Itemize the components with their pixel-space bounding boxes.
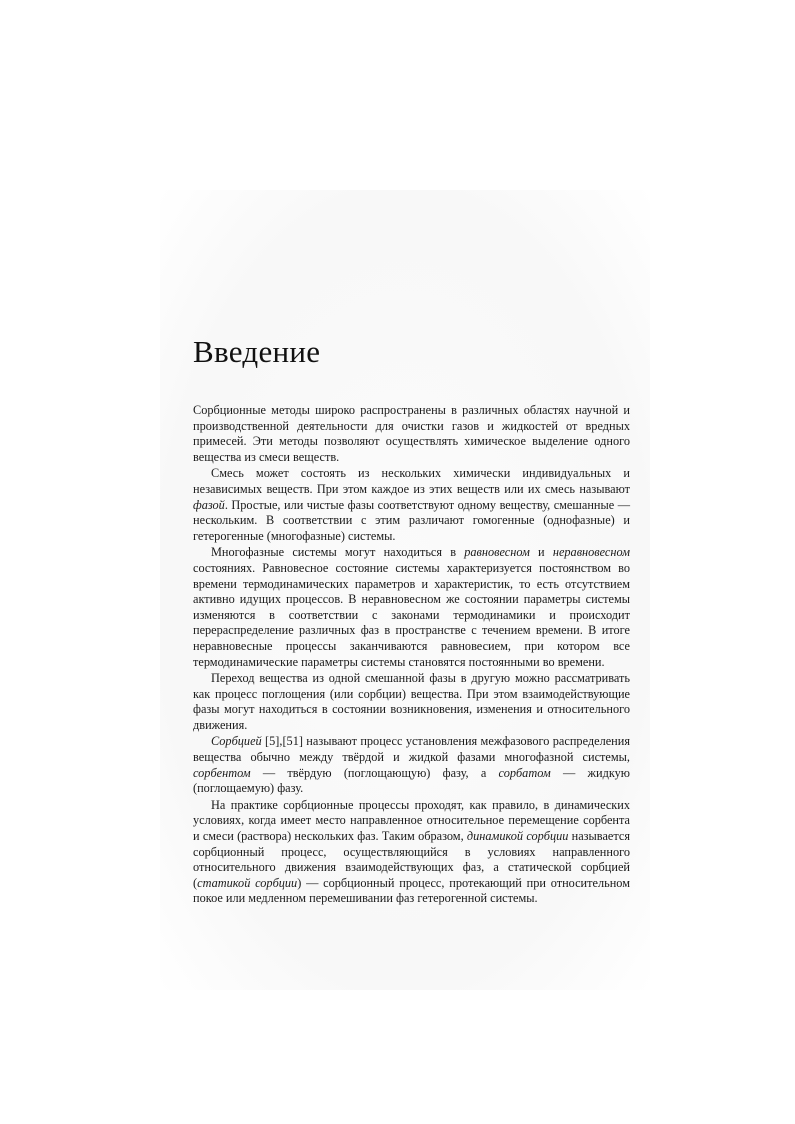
paragraph-3 <box>193 545 630 670</box>
paragraph-1-segment-1: Сорбционные методы широко распространены в различных областях научной и производственной деятельности для очистки газов и жидкостей от вредных примесей. Эти методы позволяют осуществлять химическое выделение одного вещества из смеси веществ. <box>193 403 630 464</box>
paragraph-3-segment-1: Многофазные системы могут находиться в <box>211 545 465 560</box>
paragraph-6-segment-2: динамикой сорбции <box>466 829 569 844</box>
paragraph-3-segment-4: неравновесном <box>552 545 631 560</box>
paragraph-3-segment-3: и <box>529 545 553 560</box>
paragraph-4 <box>193 671 630 733</box>
paragraph-2 <box>193 466 630 544</box>
paragraph-2-segment-1: Смесь может состоять из нескольких химически индивидуальных и независимых веществ. При этом каждое из этих веществ или их смесь называют <box>193 466 630 496</box>
paragraph-5-segment-4: — твёрдую (поглощающую) фазу, а <box>250 765 499 780</box>
body-text <box>193 403 630 908</box>
paragraph-1 <box>193 403 630 465</box>
paragraph-5-segment-6: — жидкую (поглощаемую) фазу. <box>193 765 630 796</box>
paragraph-2-segment-2: фазой <box>193 497 225 512</box>
paragraph-6-segment-4: статикой сорбции <box>197 875 298 890</box>
paragraph-5-segment-3: сорбентом <box>193 765 251 780</box>
paragraph-6-segment-1: На практике сорбционные процессы проходят, как правило, в динамических условиях, когда имеет место направленное относительное перемещение сорбента и смеси (раствора) нескольких фаз. Таким образом, <box>193 797 630 844</box>
paragraph-6-segment-3: называется сорбционный процесс, осуществляющийся в условиях направленного относительного движения взаимодействующих фаз, а статической сорбцией ( <box>193 829 630 890</box>
paragraph-2-segment-3: . Простые, или чистые фазы соответствуют одному веществу, смешанные — нескольким. В соответствии с этим различают гомогенные (однофазные) и гетерогенные (многофазные) системы. <box>193 497 630 543</box>
paragraph-5 <box>193 734 630 796</box>
paragraph-3-segment-5: состояниях. Равновесное состояние системы характеризуется постоянством во времени термодинамических параметров и характеристик, то есть отсутствием активно идущих процессов. В неравновесном же состоянии параметры системы изменяются в соответствии с законами термодинамики и происходит перераспределение различных фаз в пространстве с течением времени. В итоге неравновесные процессы заканчиваются равновесием, при котором все термодинамические параметры системы становятся постоянными во времени. <box>193 560 630 669</box>
paragraph-5-segment-1: Сорбцией <box>211 734 262 749</box>
paragraph-4-segment-1: Переход вещества из одной смешанной фазы в другую можно рассматривать как процесс поглощения (или сорбции) вещества. При этом взаимодействующие фазы могут находиться в состоянии возникновения, изменения и относительного движения. <box>193 671 630 732</box>
paragraph-5-segment-2: [5],[51] называют процесс установления межфазового распределения вещества обычно между твёрдой и жидкой фазами многофазной системы, <box>193 734 630 765</box>
paragraph-6-segment-5: ) — сорбционный процесс, протекающий при относительном покое или медленном перемешивании фаз гетерогенной системы. <box>193 875 630 906</box>
paragraph-3-segment-2: равновесном <box>464 545 530 560</box>
chapter-title: Введение <box>193 334 321 369</box>
paragraph-5-segment-5: сорбатом <box>498 765 551 780</box>
paragraph-6 <box>193 798 630 907</box>
